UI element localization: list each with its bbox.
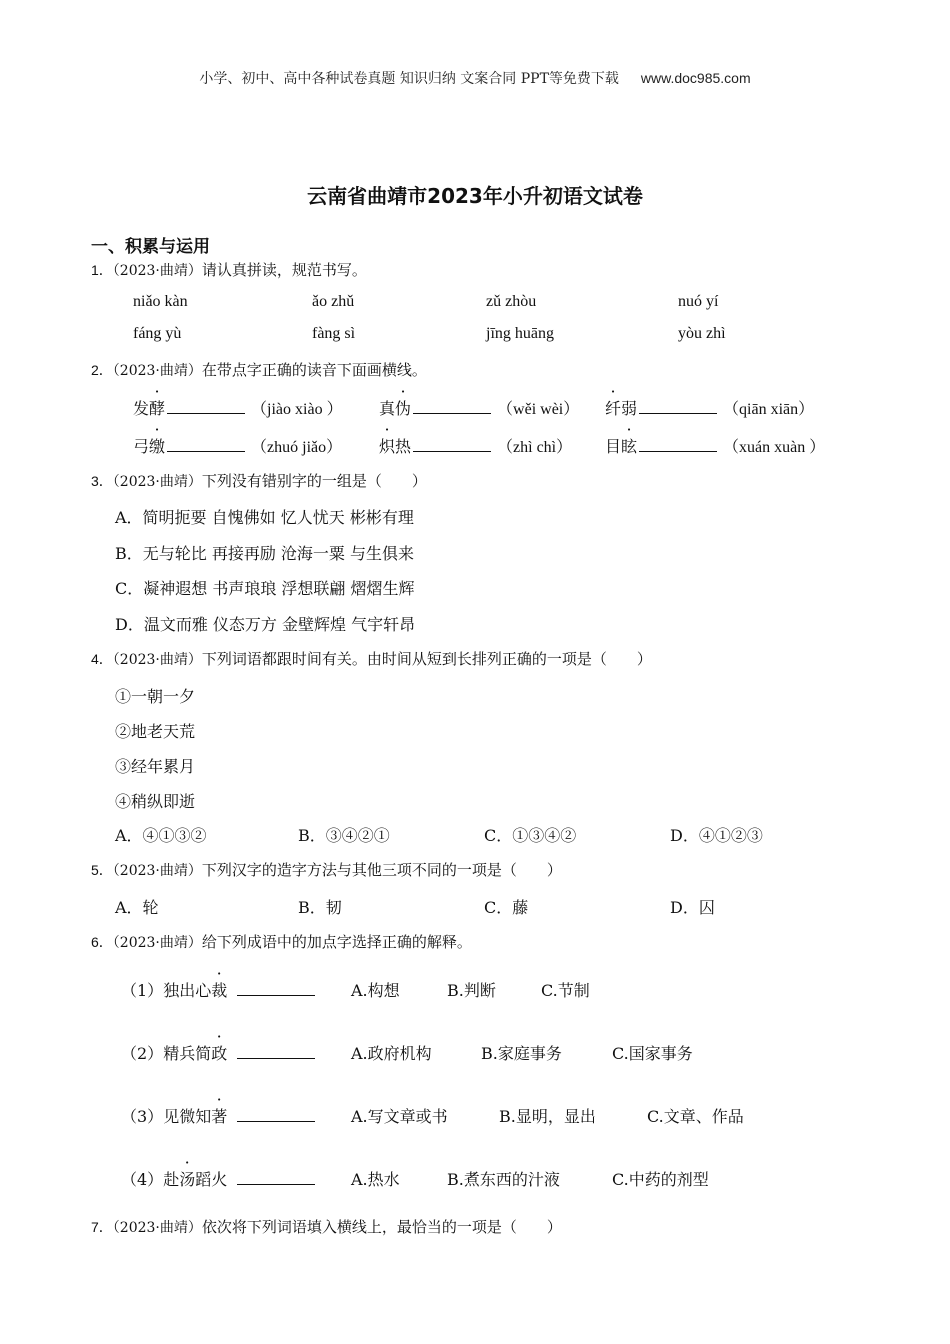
word-part: 见微知: [163, 1107, 212, 1126]
choice-b[interactable]: B.判断: [447, 981, 496, 1000]
question-4: [91, 648, 652, 669]
option-d[interactable]: D．温文而雅 仪态万方 金壁辉煌 气宇轩昂: [115, 615, 416, 634]
word-part: 赴: [163, 1170, 180, 1189]
question-number: 6．: [91, 934, 113, 950]
answer-blank[interactable]: [639, 437, 717, 452]
choice-c[interactable]: C.国家事务: [612, 1044, 693, 1063]
word-part: 弱: [621, 399, 638, 418]
dotted-char: 政: [211, 1044, 228, 1063]
dotted-char: 裁: [211, 981, 228, 1000]
idiom-item: [121, 1167, 321, 1190]
pinyin-item: ǎo zhǔ: [312, 293, 355, 310]
option-b[interactable]: B．③④②①: [298, 826, 390, 845]
item-label: （4）: [121, 1170, 164, 1189]
dotted-char: 炽: [379, 437, 396, 456]
word-part: 弓: [133, 437, 150, 456]
pinyin-item: jīng huāng: [486, 325, 554, 342]
question-source: （2023·曲靖）: [112, 363, 202, 379]
option-d[interactable]: D．④①②③: [670, 826, 763, 845]
dotted-char: 伪: [395, 399, 412, 418]
question-source: （2023·曲靖）: [112, 652, 202, 668]
option-c[interactable]: C．①③④②: [484, 826, 577, 845]
question-source: （2023·曲靖）: [112, 863, 202, 879]
choice-c[interactable]: C.节制: [541, 981, 590, 1000]
pronunciation-item: [133, 434, 342, 457]
option-d[interactable]: D．囚: [670, 898, 715, 917]
word-part: 蹈火: [195, 1170, 228, 1189]
answer-blank[interactable]: [237, 981, 315, 996]
question-number: 4．: [91, 651, 113, 667]
header-url[interactable]: www.doc985.com: [640, 70, 751, 86]
question-source: （2023·曲靖）: [112, 1220, 202, 1236]
pinyin-item: yòu zhì: [678, 325, 726, 342]
dotted-char: 汤: [179, 1170, 196, 1189]
dotted-char: 纤: [605, 399, 622, 418]
choice-c[interactable]: C.文章、作品: [647, 1107, 744, 1126]
page-title: 云南省曲靖市2023年小升初语文试卷: [307, 184, 643, 208]
idiom-item: [121, 978, 321, 1001]
choice-b[interactable]: B.显明，显出: [499, 1107, 596, 1126]
header-text: 小学、初中、高中各种试卷真题 知识归纳 文案合同 PPT等免费下载: [199, 71, 619, 87]
question-1: [91, 259, 367, 280]
word-part: 目: [605, 437, 622, 456]
dotted-char: 缴: [149, 437, 166, 456]
question-source: （2023·曲靖）: [112, 935, 202, 951]
pronunciation-item: [133, 396, 343, 419]
option-c[interactable]: C．藤: [484, 898, 529, 917]
answer-blank[interactable]: [237, 1044, 315, 1059]
question-number: 1．: [91, 262, 113, 278]
word-part: 热: [395, 437, 412, 456]
question-text: 在带点字正确的读音下面画横线。: [201, 361, 427, 379]
pinyin-options: （zhuó jiǎo）: [251, 439, 343, 456]
pronunciation-item: [379, 434, 572, 457]
pinyin-options: （jiào xiào ）: [251, 401, 343, 418]
pinyin-item: nuó yí: [678, 293, 719, 310]
pinyin-options: （qiān xiān）: [723, 401, 815, 418]
question-number: 3．: [91, 473, 113, 489]
question-source: （2023·曲靖）: [112, 263, 202, 279]
answer-blank[interactable]: [167, 399, 245, 414]
list-item: ②地老天荒: [115, 722, 196, 741]
question-6: [91, 931, 472, 952]
option-b[interactable]: B．韧: [298, 898, 342, 917]
choice-a[interactable]: A.构想: [351, 981, 400, 1000]
answer-blank[interactable]: [167, 437, 245, 452]
question-number: 2．: [91, 362, 113, 378]
list-item: ①一朝一夕: [115, 687, 196, 706]
choice-a[interactable]: A.写文章或书: [351, 1107, 448, 1126]
pinyin-item: zǔ zhòu: [486, 293, 537, 310]
item-label: （2）: [121, 1044, 164, 1063]
answer-blank[interactable]: [639, 399, 717, 414]
dotted-char: 著: [211, 1107, 228, 1126]
choice-a[interactable]: A.热水: [351, 1170, 400, 1189]
idiom-item: [121, 1104, 321, 1127]
pinyin-item: niǎo kàn: [133, 293, 188, 310]
list-item: ③经年累月: [115, 757, 196, 776]
list-item: ④稍纵即逝: [115, 792, 196, 811]
option-c[interactable]: C．凝神遐想 书声琅琅 浮想联翩 熠熠生辉: [115, 579, 415, 598]
pronunciation-item: [605, 434, 825, 457]
pinyin-options: （zhì chì）: [497, 439, 573, 456]
word-part: 精兵简: [163, 1044, 212, 1063]
question-text: 下列没有错别字的一组是（ ）: [201, 472, 427, 490]
word-part: 独出心: [163, 981, 212, 1000]
item-label: （3）: [121, 1107, 164, 1126]
question-5: [91, 859, 562, 880]
item-label: （1）: [121, 981, 164, 1000]
choice-c[interactable]: C.中药的剂型: [612, 1170, 709, 1189]
question-text: 下列汉字的造字方法与其他三项不同的一项是（ ）: [201, 861, 562, 879]
word-part: 发: [133, 399, 150, 418]
pronunciation-item: [379, 396, 579, 419]
pinyin-item: fàng sì: [312, 325, 356, 342]
page-header: [0, 68, 950, 88]
question-3: [91, 470, 427, 491]
question-2: [91, 359, 427, 380]
answer-blank[interactable]: [413, 437, 491, 452]
answer-blank[interactable]: [237, 1107, 315, 1122]
option-b[interactable]: B．无与轮比 再接再励 沧海一粟 与生俱来: [115, 544, 415, 563]
choice-a[interactable]: A.政府机构: [351, 1044, 432, 1063]
idiom-item: [121, 1041, 321, 1064]
question-text: 依次将下列词语填入横线上，最恰当的一项是（ ）: [201, 1218, 562, 1236]
question-7: [91, 1216, 562, 1237]
pinyin-options: （wěi wèi）: [497, 401, 580, 418]
question-text: 给下列成语中的加点字选择正确的解释。: [201, 933, 472, 951]
question-text: 下列词语都跟时间有关。由时间从短到长排列正确的一项是（ ）: [201, 650, 652, 668]
dotted-char: 酵: [149, 399, 166, 418]
choice-b[interactable]: B.煮东西的汁液: [447, 1170, 560, 1189]
question-number: 7．: [91, 1219, 113, 1235]
dotted-char: 眩: [621, 437, 638, 456]
answer-blank[interactable]: [237, 1170, 315, 1185]
option-a[interactable]: A．轮: [115, 898, 159, 917]
option-a[interactable]: A．简明扼要 自愧佛如 忆人忧天 彬彬有理: [115, 508, 414, 527]
pinyin-item: fáng yù: [133, 325, 182, 342]
pinyin-options: （xuán xuàn ）: [723, 439, 826, 456]
section-heading: 一、积累与运用: [91, 237, 210, 257]
question-number: 5．: [91, 862, 113, 878]
answer-blank[interactable]: [413, 399, 491, 414]
question-source: （2023·曲靖）: [112, 474, 202, 490]
choice-b[interactable]: B.家庭事务: [481, 1044, 562, 1063]
pronunciation-item: [605, 396, 814, 419]
word-part: 真: [379, 399, 396, 418]
question-text: 请认真拼读，规范书写。: [201, 261, 367, 279]
option-a[interactable]: A．④①③②: [115, 826, 207, 845]
